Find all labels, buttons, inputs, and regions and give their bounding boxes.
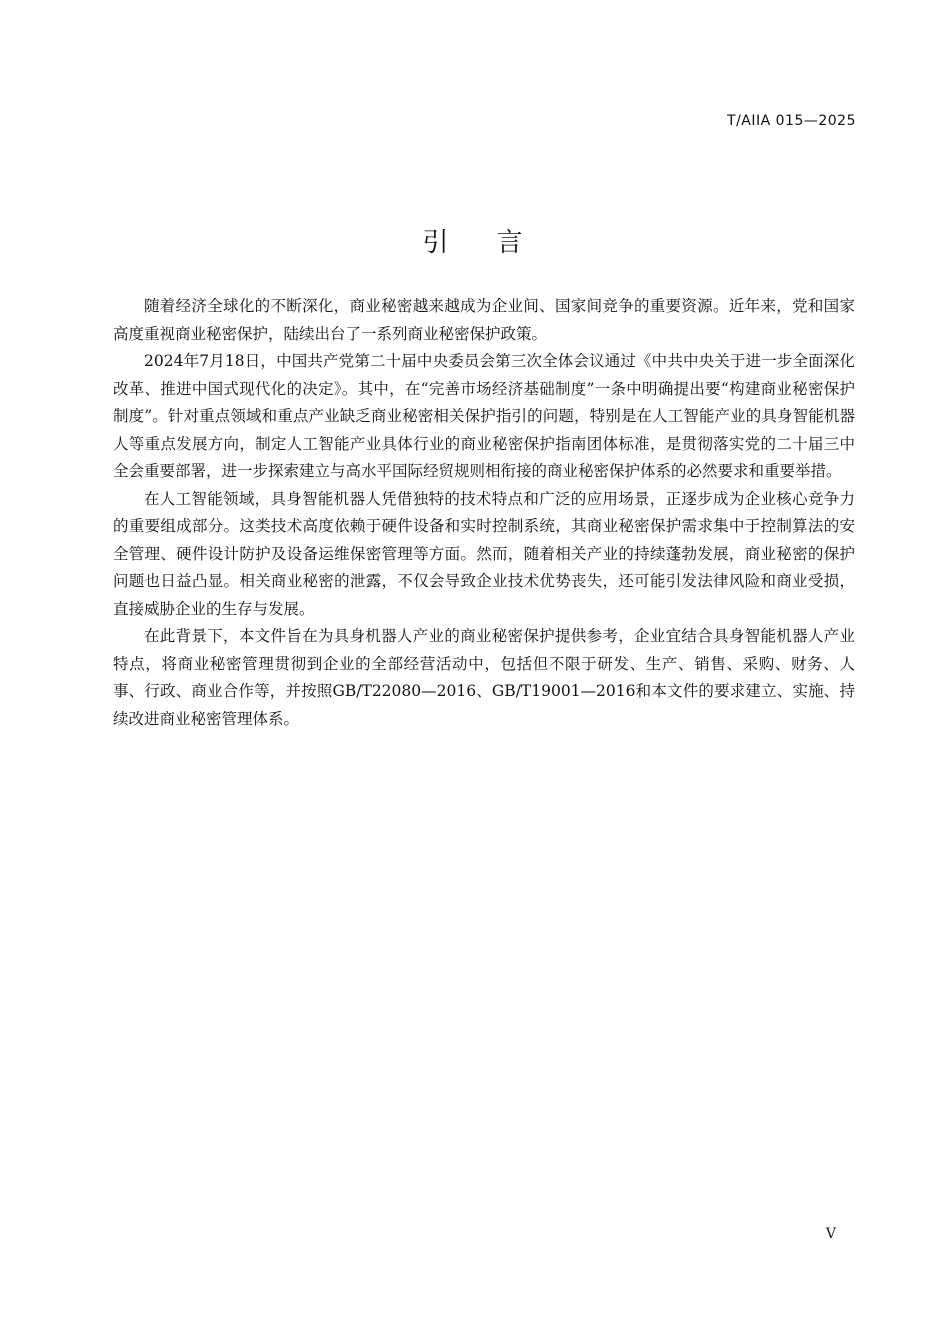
- introduction-body: [113, 293, 855, 733]
- paragraph-4: 在此背景下，本文件旨在为具身机器人产业的商业秘密保护提供参考，企业宜结合具身智能机器人产业特点，将商业秘密管理贯彻到企业的全部经营活动中，包括但不限于研发、生产、销售、采购、财务、人事、行政、商业合作等，并按照GB/T22080—2016、GB/T19001—2016和本文件的要求建立、实施、持续改进商业秘密管理体系。: [113, 627, 855, 728]
- paragraph-3: 在人工智能领域，具身智能机器人凭借独特的技术特点和广泛的应用场景，正逐步成为企业核心竞争力的重要组成部分。这类技术高度依赖于硬件设备和实时控制系统，其商业秘密保护需求集中于控制算法的安全管理、硬件设计防护及设备运维保密管理等方面。然而，随着相关产业的持续蓬勃发展，商业秘密的保护问题也日益凸显。相关商业秘密的泄露，不仅会导致企业技术优势丧失，还可能引发法律风险和商业受损，直接威胁企业的生存与发展。: [113, 489, 855, 618]
- page-number: V: [825, 1226, 836, 1242]
- paragraph-2: 2024年7月18日，中国共产党第二十届中央委员会第三次全体会议通过《中共中央关于进一步全面深化改革、推进中国式现代化的决定》。其中，在“完善市场经济基础制度”一条中明确提出要“构建商业秘密保护制度”。针对重点领域和重点产业缺乏商业秘密相关保护指引的问题，特别是在人工智能产业的具身智能机器人等重点发展方向，制定人工智能产业具体行业的商业秘密保护指南团体标准，是贯彻落实党的二十届三中全会重要部署，进一步探索建立与高水平国际经贸规则相衔接的商业秘密保护体系的必然要求和重要举措。: [113, 352, 855, 480]
- page-title: 引言: [422, 228, 571, 258]
- paragraph-1: 随着经济全球化的不断深化，商业秘密越来越成为企业间、国家间竞争的重要资源。近年来，党和国家高度重视商业秘密保护，陆续出台了一系列商业秘密保护政策。: [113, 297, 855, 343]
- document-code: T/AIIA 015—2025: [727, 113, 856, 129]
